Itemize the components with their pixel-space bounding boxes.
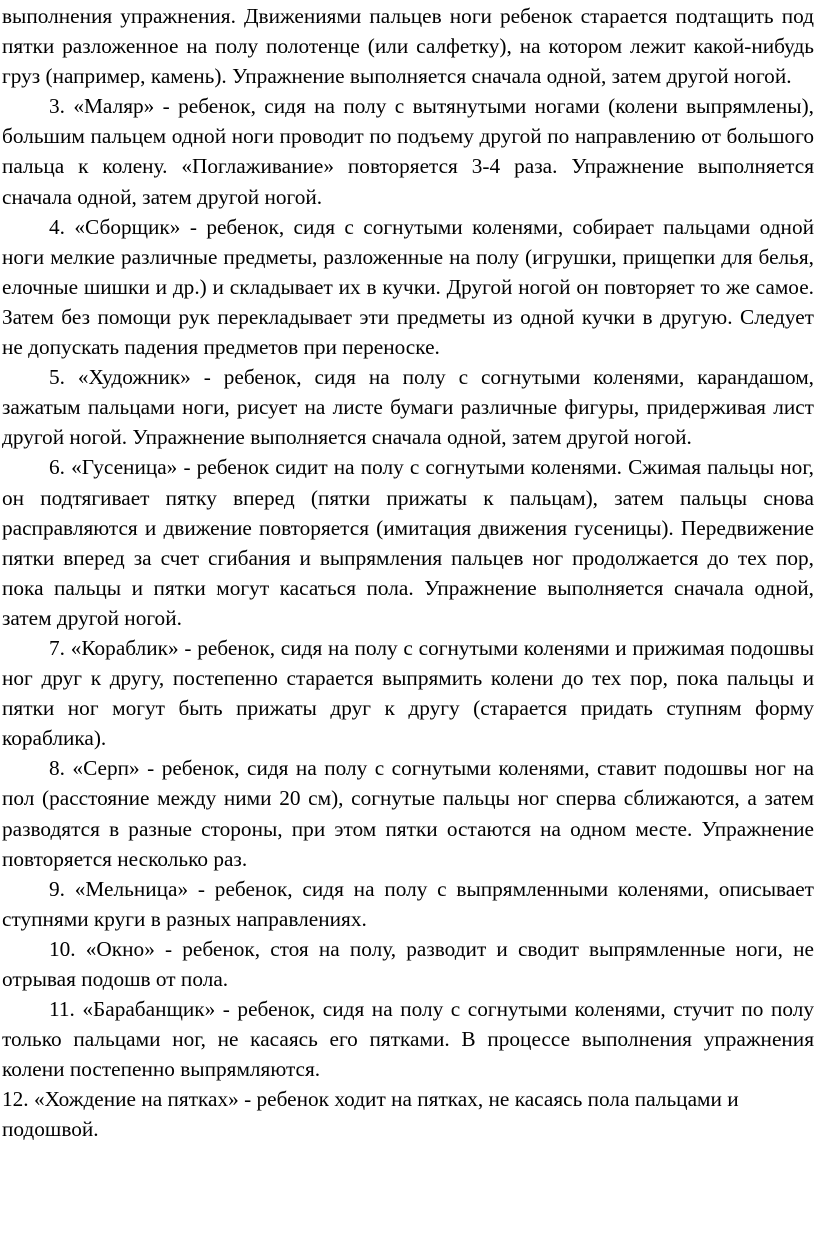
paragraph-exercise-10: 10. «Окно» - ребенок, стоя на полу, разводит и сводит выпрямленные ноги, не отрывая подошв от пола. [2, 936, 814, 991]
paragraph-exercise-6: 6. «Гусеница» - ребенок сидит на полу с согнутыми коленями. Сжимая пальцы ног, он подтягивает пятку вперед (пятки прижаты к пальцам), затем пальцы снова расправляются и движение повторяется (имитация движения гусеницы). Передвижение пятки вперед за счет сгибания и выпрямления пальцев ног продолжается до тех пор, пока пальцы и пятки могут касаться пола. Упражнение выполняется сначала одной, затем другой ногой. [2, 455, 814, 630]
paragraph-exercise-9: 9. «Мельница» - ребенок, сидя на полу с выпрямленными коленями, описывает ступнями круги в разных направлениях. [2, 876, 814, 931]
paragraph-exercise-7: 7. «Кораблик» - ребенок, сидя на полу с согнутыми коленями и прижимая подошвы ног друг к другу, постепенно старается выпрямить колени до тех пор, пока пальцы и пятки ног могут быть прижаты друг к другу (старается придать ступням форму кораблика). [2, 635, 814, 751]
paragraph-exercise-3: 3. «Маляр» - ребенок, сидя на полу с вытянутыми ногами (колени выпрямлены), большим пальцем одной ноги проводит по подъему другой по направлению от большого пальца к колену. «Поглаживание» повторяется 3-4 раза. Упражнение выполняется сначала одной, затем другой ногой. [2, 94, 814, 209]
paragraph-exercise-12: 12. «Хождение на пятках» - ребенок ходит на пятках, не касаясь пола пальцами и подошвой. [2, 1087, 739, 1142]
paragraph-exercise-8: 8. «Серп» - ребенок, сидя на полу с согнутыми коленями, ставит подошвы ног на пол (расстояние между ними 20 см), согнутые пальцы ног сперва сближаются, а затем разводятся в разные стороны, при этом пятки остаются на одном месте. Упражнение повторяется несколько раз. [2, 756, 814, 871]
paragraph-exercise-11: 11. «Барабанщик» - ребенок, сидя на полу с согнутыми коленями, стучит по полу только пальцами ног, не касаясь его пятками. В процессе выполнения упражнения колени постепенно выпрямляются. [2, 997, 814, 1082]
paragraph-exercise-5: 5. «Художник» - ребенок, сидя на полу с согнутыми коленями, карандашом, зажатым пальцами ноги, рисует на листе бумаги различные фигуры, придерживая лист другой ногой. Упражнение выполняется сначала одной, затем другой ногой. [2, 365, 814, 450]
paragraph-continuation: выполнения упражнения. Движениями пальцев ноги ребенок старается подтащить под пятки разложенное на полу полотенце (или салфетку), на котором лежит какой-нибудь груз (например, камень). Упражнение выполняется сначала одной, затем другой ногой. [2, 4, 814, 89]
paragraph-exercise-4: 4. «Сборщик» - ребенок, сидя с согнутыми коленями, собирает пальцами одной ноги мелкие различные предметы, разложенные на полу (игрушки, прищепки для белья, елочные шишки и др.) и складывает их в кучки. Другой ногой он повторяет то же самое. Затем без помощи рук перекладывает эти предметы из одной кучки в другую. Следует не допускать падения предметов при переноске. [2, 214, 814, 360]
